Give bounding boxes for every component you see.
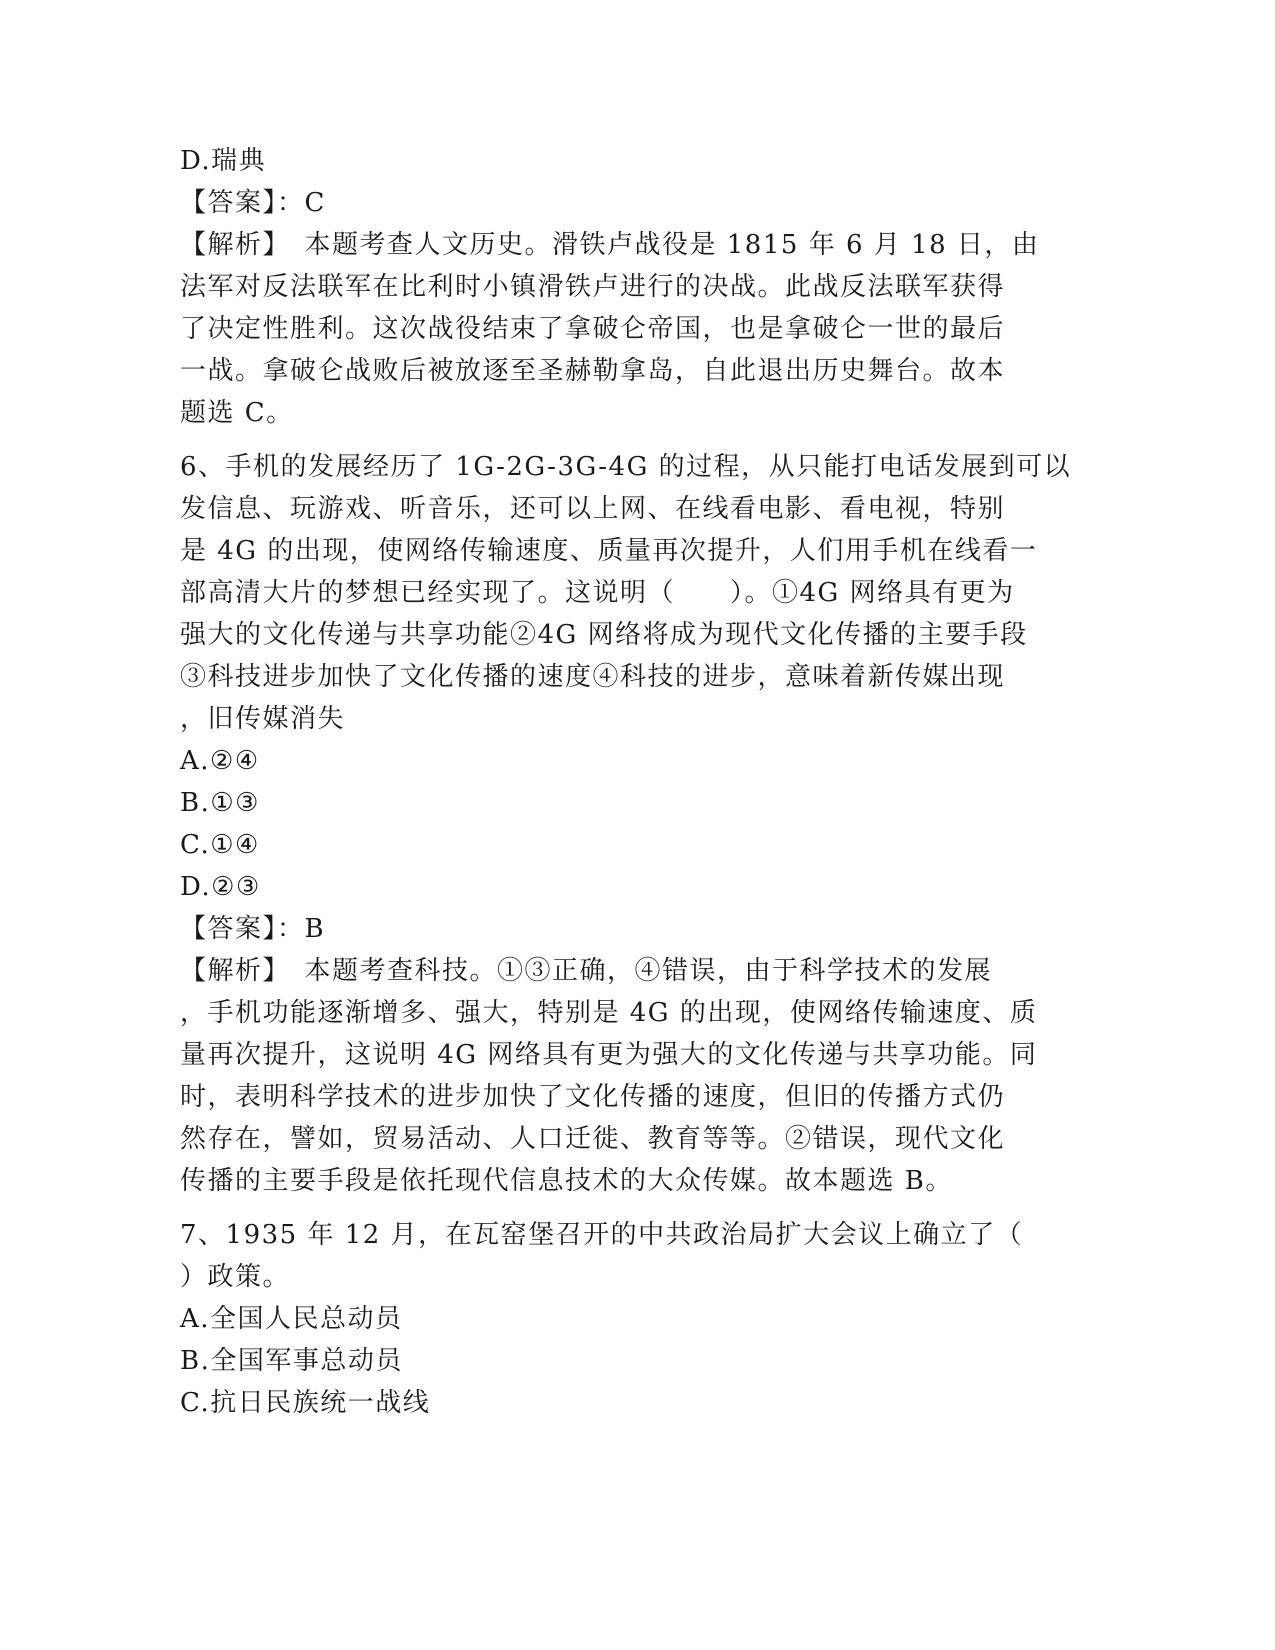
- stem-line: ，旧传媒消失: [180, 704, 346, 734]
- analysis-line: 法军对反法联军在比利时小镇滑铁卢进行的决战。此战反法联军获得: [180, 272, 1006, 302]
- stem-line: 是 4G 的出现，使网络传输速度、质量再次提升，人们用手机在线看一: [180, 536, 1038, 566]
- stem-line: ③科技进步加快了文化传播的速度④科技的进步，意味着新传媒出现: [180, 662, 1006, 692]
- option-c: C.抗日民族统一战线: [180, 1388, 431, 1418]
- question-stem: [180, 446, 1072, 740]
- question-stem: [180, 1214, 1060, 1298]
- question-5-tail: [180, 140, 1060, 434]
- option-a: A.②④: [180, 746, 260, 776]
- stem-line: 7、1935 年 12 月，在瓦窑堡召开的中共政治局扩大会议上确立了（: [180, 1220, 1024, 1250]
- analysis-line: 【解析】 本题考查科技。①③正确，④错误，由于科学技术的发展: [180, 956, 993, 986]
- option-b: B.①③: [180, 788, 260, 818]
- document-page: [180, 140, 1072, 1424]
- analysis-block: [180, 950, 1060, 1202]
- analysis-line: 量再次提升，这说明 4G 网络具有更为强大的文化传递与共享功能。同: [180, 1040, 1038, 1070]
- spacer: [180, 434, 1060, 446]
- option-d: D.瑞典: [180, 146, 267, 176]
- analysis-line: 一战。拿破仑战败后被放逐至圣赫勒拿岛，自此退出历史舞台。故本: [180, 356, 1006, 386]
- option-d: D.②③: [180, 872, 261, 902]
- stem-line: ）政策。: [180, 1262, 291, 1292]
- option-a: A.全国人民总动员: [180, 1304, 403, 1334]
- analysis-block: [180, 224, 1060, 434]
- stem-line: 部高清大片的梦想已经实现了。这说明（ ）。①4G 网络具有更为: [180, 578, 1015, 608]
- stem-line: 强大的文化传递与共享功能②4G 网络将成为现代文化传播的主要手段: [180, 620, 1028, 650]
- analysis-line: 题选 C。: [180, 398, 294, 428]
- analysis-line: 【解析】 本题考查人文历史。滑铁卢战役是 1815 年 6 月 18 日，由: [180, 230, 1040, 260]
- option-b: B.全国军事总动员: [180, 1346, 403, 1376]
- analysis-line: 传播的主要手段是依托现代信息技术的大众传媒。故本题选 B。: [180, 1166, 953, 1196]
- analysis-line: 时，表明科学技术的进步加快了文化传播的速度，但旧的传播方式仍: [180, 1082, 1006, 1112]
- option-list: [180, 740, 1060, 908]
- analysis-line: 了决定性胜利。这次战役结束了拿破仑帝国，也是拿破仑一世的最后: [180, 314, 1006, 344]
- option-list: [180, 1298, 1060, 1424]
- stem-line: 发信息、玩游戏、听音乐，还可以上网、在线看电影、看电视，特别: [180, 494, 1006, 524]
- stem-line: 6、手机的发展经历了 1G-2G-3G-4G 的过程，从只能打电话发展到可以: [180, 452, 1072, 482]
- question-7: [180, 1214, 1060, 1424]
- spacer: [180, 1202, 1060, 1214]
- option-c: C.①④: [180, 830, 260, 860]
- question-6: [180, 446, 1072, 1202]
- answer-line: 【答案】：C: [180, 188, 326, 218]
- analysis-line: ，手机功能逐渐增多、强大，特别是 4G 的出现，使网络传输速度、质: [180, 998, 1038, 1028]
- answer-line: 【答案】：B: [180, 914, 326, 944]
- analysis-line: 然存在，譬如，贸易活动、人口迁徙、教育等等。②错误，现代文化: [180, 1124, 1006, 1154]
